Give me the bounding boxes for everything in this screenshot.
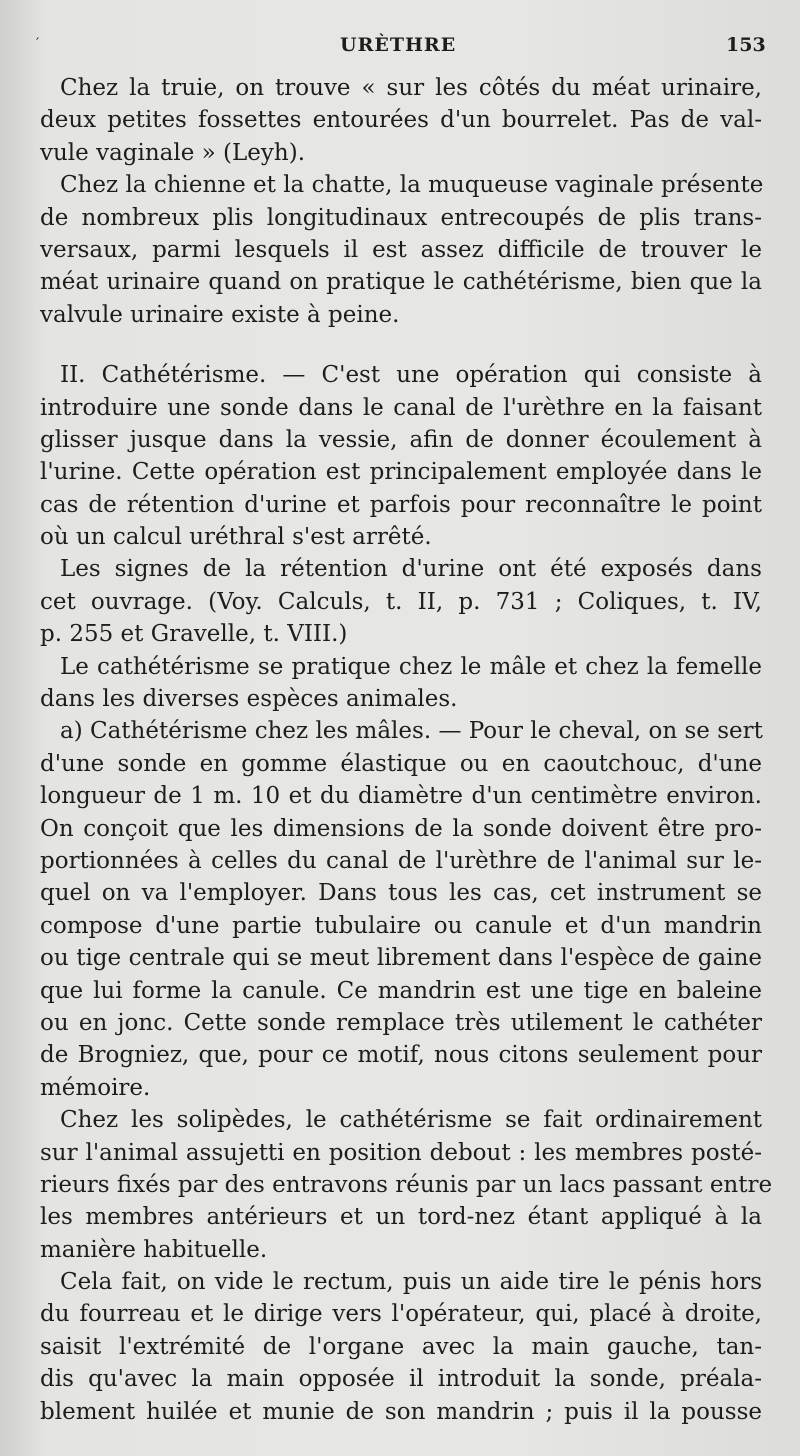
text-line: valvule urinaire existe à peine.	[40, 301, 400, 328]
text-line: dis qu'avec la main opposée il introduit la sonde, préala-	[40, 1366, 762, 1393]
text-line: Chez la truie, on trouve « sur les côtés du méat urinaire,	[60, 75, 762, 101]
text-line: saisit l'extrémité de l'organe avec la main gauche, tan-	[40, 1333, 762, 1360]
running-title: URÈTHRE	[340, 34, 457, 56]
text-line: p. 255 et Gravelle, t. VIII.)	[40, 621, 348, 648]
text-line: manière habituelle.	[40, 1236, 268, 1263]
text-line: Le cathétérisme se pratique chez le mâle et chez la femelle	[60, 653, 762, 680]
text-line: de nombreux plis longitudinaux entrecoupés de plis trans-	[40, 204, 762, 231]
text-line: cas de rétention d'urine et parfois pour reconnaître le point	[40, 491, 762, 518]
text-line: mémoire.	[40, 1074, 151, 1101]
text-line: dans les diverses espèces animales.	[40, 686, 458, 713]
text-line: Chez les solipèdes, le cathétérisme se fait ordinairement	[60, 1107, 762, 1134]
text-line: méat urinaire quand on pratique le cathétérisme, bien que la	[40, 269, 762, 296]
text-line: longueur de 1 m. 10 et du diamètre d'un centimètre environ.	[40, 783, 762, 810]
text-line: glisser jusque dans la vessie, afin de donner écoulement à	[40, 426, 762, 453]
text-line: que lui forme la canule. Ce mandrin est une tige en baleine	[40, 977, 762, 1004]
text-line: les membres antérieurs et un tord-nez étant appliqué à la	[40, 1204, 762, 1231]
text-line: On conçoit que les dimensions de la sonde doivent être pro-	[40, 815, 762, 842]
page-number: 153	[726, 34, 766, 56]
margin-mark: ′	[36, 36, 40, 52]
text-line: rieurs fixés par des entravons réunis par un lacs passant entre	[40, 1171, 773, 1198]
text-line: ou tige centrale qui se meut librement dans l'espèce de gaine	[40, 945, 762, 972]
subsection-heading-line: a) Cathétérisme chez les mâles. — Pour le cheval, on se sert	[60, 718, 763, 745]
text-line: ou en jonc. Cette sonde remplace très utilement le cathéter	[40, 1009, 762, 1036]
text-line: sur l'animal assujetti en position debout : les membres posté-	[40, 1139, 762, 1166]
text-line: l'urine. Cette opération est principalement employée dans le	[40, 459, 762, 486]
text-line: du fourreau et le dirige vers l'opérateur, qui, placé à droite,	[40, 1301, 762, 1328]
text-line: où un calcul uréthral s'est arrêté.	[40, 524, 432, 551]
page-header	[0, 32, 800, 62]
text-line: vule vaginale » (Leyh).	[40, 139, 306, 166]
text-line: Les signes de la rétention d'urine ont été exposés dans	[60, 556, 762, 583]
text-line: versaux, parmi lesquels il est assez difficile de trouver le	[40, 236, 762, 263]
body-text	[40, 72, 773, 1428]
text-line: Chez la chienne et la chatte, la muqueuse vaginale présente	[60, 172, 764, 199]
text-line: compose d'une partie tubulaire ou canule et d'un mandrin	[40, 912, 762, 939]
text-line: portionnées à celles du canal de l'urèthre de l'animal sur le-	[40, 847, 762, 874]
text-line: blement huilée et munie de son mandrin ; puis il la pousse	[40, 1398, 762, 1425]
text-line: Cela fait, on vide le rectum, puis un aide tire le pénis hors	[60, 1269, 762, 1296]
text-line: cet ouvrage. (Voy. Calculs, t. II, p. 731 ; Coliques, t. IV,	[40, 588, 762, 615]
section-heading-line: II. Cathétérisme. — C'est une opération qui consiste à	[60, 362, 762, 389]
paragraph-gap	[40, 331, 762, 359]
text-line: deux petites fossettes entourées d'un bourrelet. Pas de val-	[40, 107, 762, 134]
text-line: quel on va l'employer. Dans tous les cas, cet instrument se	[40, 880, 762, 907]
text-line: d'une sonde en gomme élastique ou en caoutchouc, d'une	[40, 750, 762, 777]
text-line: introduire une sonde dans le canal de l'urèthre en la faisant	[40, 394, 762, 421]
text-line: de Brogniez, que, pour ce motif, nous citons seulement pour	[40, 1042, 762, 1069]
